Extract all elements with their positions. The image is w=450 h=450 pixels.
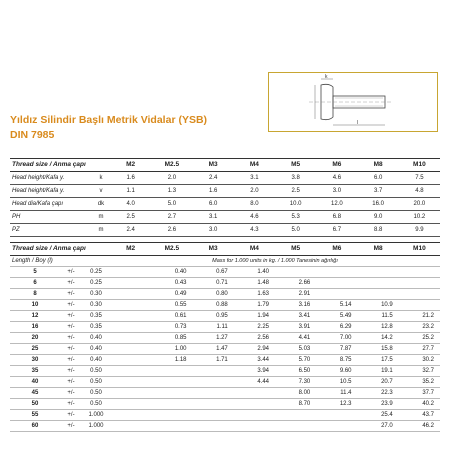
mass-row-tolerance: +/- bbox=[60, 344, 82, 355]
mass-cell: 1.79 bbox=[234, 300, 275, 311]
dimensions-size-header: M2.5 bbox=[151, 159, 192, 172]
mass-row bbox=[10, 267, 440, 278]
dimensions-row bbox=[10, 198, 440, 211]
mass-cell: 14.2 bbox=[358, 333, 399, 344]
mass-size-header: M6 bbox=[316, 243, 357, 256]
mass-cell: 3.41 bbox=[275, 311, 316, 322]
page-subtitle: DIN 7985 bbox=[10, 129, 55, 141]
mass-cell bbox=[234, 388, 275, 399]
dimensions-cell: 3.1 bbox=[234, 172, 275, 185]
mass-cell: 5.14 bbox=[316, 300, 357, 311]
drawing-label-k: k bbox=[325, 74, 328, 80]
mass-cell bbox=[110, 388, 151, 399]
mass-cell: 7.87 bbox=[316, 344, 357, 355]
mass-row-length: 45 bbox=[10, 388, 60, 399]
mass-row-tolerance: +/- bbox=[60, 421, 82, 432]
dimensions-cell: 2.7 bbox=[151, 211, 192, 224]
dimensions-cell: 2.4 bbox=[193, 172, 234, 185]
mass-row-tolerance: +/- bbox=[60, 322, 82, 333]
mass-cell: 1.40 bbox=[234, 267, 275, 278]
mass-size-header: M2.5 bbox=[151, 243, 192, 256]
mass-cell bbox=[399, 300, 440, 311]
mass-cell bbox=[316, 289, 357, 300]
dimensions-cell: 5.0 bbox=[275, 224, 316, 237]
dimensions-row-label: Head dia/Kafa çapı bbox=[10, 198, 92, 211]
mass-cell: 0.85 bbox=[151, 333, 192, 344]
mass-cell bbox=[193, 421, 234, 432]
mass-cell: 35.2 bbox=[399, 377, 440, 388]
dimensions-cell: 3.8 bbox=[275, 172, 316, 185]
mass-cell: 23.2 bbox=[399, 322, 440, 333]
mass-row bbox=[10, 355, 440, 366]
dimensions-cell: 4.3 bbox=[234, 224, 275, 237]
mass-cell: 0.95 bbox=[193, 311, 234, 322]
mass-cell bbox=[151, 377, 192, 388]
dimensions-row-symbol: m bbox=[92, 211, 110, 224]
mass-cell: 1.11 bbox=[193, 322, 234, 333]
mass-cell: 40.2 bbox=[399, 399, 440, 410]
mass-cell bbox=[193, 366, 234, 377]
mass-note: Mass for 1.000 units in kg. / 1.000 Tanesinin ağırlığı bbox=[110, 256, 440, 267]
dimensions-row-symbol: k bbox=[92, 172, 110, 185]
dimensions-cell: 20.0 bbox=[399, 198, 440, 211]
dimensions-row bbox=[10, 172, 440, 185]
dimensions-size-header: M4 bbox=[234, 159, 275, 172]
mass-row-length: 5 bbox=[10, 267, 60, 278]
dimensions-cell: 10.0 bbox=[275, 198, 316, 211]
mass-row bbox=[10, 421, 440, 432]
dimensions-cell: 12.0 bbox=[316, 198, 357, 211]
mass-row bbox=[10, 311, 440, 322]
mass-cell: 27.0 bbox=[358, 421, 399, 432]
mass-cell bbox=[110, 399, 151, 410]
mass-row bbox=[10, 289, 440, 300]
mass-cell: 4.44 bbox=[234, 377, 275, 388]
dimensions-size-header: M10 bbox=[399, 159, 440, 172]
dimensions-cell: 10.2 bbox=[399, 211, 440, 224]
mass-row bbox=[10, 278, 440, 289]
mass-cell: 0.88 bbox=[193, 300, 234, 311]
mass-cell bbox=[110, 289, 151, 300]
dimensions-cell: 3.0 bbox=[193, 224, 234, 237]
mass-row-length: 50 bbox=[10, 399, 60, 410]
mass-row-tolerance: +/- bbox=[60, 289, 82, 300]
mass-row-deviation: 0.25 bbox=[82, 278, 110, 289]
mass-row-deviation: 0.50 bbox=[82, 366, 110, 377]
dimensions-size-header: M5 bbox=[275, 159, 316, 172]
dimensions-cell: 6.8 bbox=[316, 211, 357, 224]
mass-cell: 1.18 bbox=[151, 355, 192, 366]
mass-row-tolerance: +/- bbox=[60, 267, 82, 278]
mass-cell bbox=[110, 421, 151, 432]
mass-row-tolerance: +/- bbox=[60, 278, 82, 289]
mass-size-header: M5 bbox=[275, 243, 316, 256]
dimensions-size-header: M6 bbox=[316, 159, 357, 172]
mass-cell bbox=[110, 267, 151, 278]
mass-cell: 46.2 bbox=[399, 421, 440, 432]
mass-row-deviation: 0.50 bbox=[82, 377, 110, 388]
mass-cell: 0.61 bbox=[151, 311, 192, 322]
mass-cell: 8.70 bbox=[275, 399, 316, 410]
dimensions-row-symbol: m bbox=[92, 224, 110, 237]
mass-row-tolerance: +/- bbox=[60, 410, 82, 421]
mass-cell: 11.5 bbox=[358, 311, 399, 322]
mass-cell: 15.8 bbox=[358, 344, 399, 355]
dimensions-cell: 16.0 bbox=[358, 198, 399, 211]
mass-cell: 1.94 bbox=[234, 311, 275, 322]
mass-cell bbox=[110, 333, 151, 344]
mass-row bbox=[10, 388, 440, 399]
dimensions-header-label: Thread size / Anma çapı bbox=[10, 159, 110, 172]
mass-cell: 3.94 bbox=[234, 366, 275, 377]
dimensions-cell: 9.0 bbox=[358, 211, 399, 224]
mass-cell: 9.60 bbox=[316, 366, 357, 377]
dimensions-cell: 6.0 bbox=[358, 172, 399, 185]
mass-cell: 0.80 bbox=[193, 289, 234, 300]
mass-row bbox=[10, 333, 440, 344]
mass-row-tolerance: +/- bbox=[60, 333, 82, 344]
mass-row-length: 35 bbox=[10, 366, 60, 377]
mass-row-tolerance: +/- bbox=[60, 366, 82, 377]
mass-cell bbox=[151, 399, 192, 410]
mass-cell bbox=[110, 311, 151, 322]
mass-header-row bbox=[10, 243, 440, 256]
dimensions-table bbox=[10, 158, 440, 237]
mass-cell: 12.3 bbox=[316, 399, 357, 410]
dimensions-row-label: Head height/Kafa y. bbox=[10, 185, 92, 198]
mass-cell bbox=[275, 410, 316, 421]
mass-row-length: 30 bbox=[10, 355, 60, 366]
mass-size-header: M2 bbox=[110, 243, 151, 256]
mass-row bbox=[10, 322, 440, 333]
dimensions-row bbox=[10, 224, 440, 237]
mass-row-tolerance: +/- bbox=[60, 311, 82, 322]
mass-cell bbox=[275, 421, 316, 432]
mass-cell: 6.50 bbox=[275, 366, 316, 377]
mass-cell: 0.55 bbox=[151, 300, 192, 311]
mass-row-deviation: 0.50 bbox=[82, 388, 110, 399]
mass-cell: 1.48 bbox=[234, 278, 275, 289]
mass-cell bbox=[110, 322, 151, 333]
dimensions-cell: 3.1 bbox=[193, 211, 234, 224]
mass-row-deviation: 0.30 bbox=[82, 300, 110, 311]
screw-technical-drawing bbox=[268, 72, 438, 132]
mass-cell: 3.91 bbox=[275, 322, 316, 333]
mass-cell bbox=[234, 421, 275, 432]
mass-cell bbox=[193, 410, 234, 421]
mass-cell: 6.29 bbox=[316, 322, 357, 333]
mass-cell bbox=[234, 399, 275, 410]
mass-cell bbox=[110, 344, 151, 355]
mass-cell: 0.43 bbox=[151, 278, 192, 289]
mass-row-length: 60 bbox=[10, 421, 60, 432]
mass-cell: 37.7 bbox=[399, 388, 440, 399]
mass-cell bbox=[151, 388, 192, 399]
mass-cell bbox=[110, 300, 151, 311]
mass-cell: 22.3 bbox=[358, 388, 399, 399]
dimensions-cell: 6.7 bbox=[316, 224, 357, 237]
mass-row-deviation: 0.30 bbox=[82, 289, 110, 300]
mass-row-length: 8 bbox=[10, 289, 60, 300]
mass-cell bbox=[316, 278, 357, 289]
dimensions-cell: 1.6 bbox=[110, 172, 151, 185]
dimensions-cell: 3.0 bbox=[316, 185, 357, 198]
mass-row-length: 40 bbox=[10, 377, 60, 388]
mass-size-header: M10 bbox=[399, 243, 440, 256]
mass-row-deviation: 0.40 bbox=[82, 333, 110, 344]
mass-cell: 43.7 bbox=[399, 410, 440, 421]
mass-cell: 21.2 bbox=[399, 311, 440, 322]
mass-cell: 1.71 bbox=[193, 355, 234, 366]
mass-cell: 10.5 bbox=[316, 377, 357, 388]
mass-cell: 7.30 bbox=[275, 377, 316, 388]
dimensions-cell: 2.5 bbox=[110, 211, 151, 224]
mass-size-header: M3 bbox=[193, 243, 234, 256]
mass-row bbox=[10, 410, 440, 421]
mass-size-header: M4 bbox=[234, 243, 275, 256]
mass-cell: 25.2 bbox=[399, 333, 440, 344]
mass-row-deviation: 0.35 bbox=[82, 322, 110, 333]
drawing-label-l: l bbox=[357, 120, 359, 126]
mass-cell: 0.40 bbox=[151, 267, 192, 278]
mass-row bbox=[10, 399, 440, 410]
mass-row bbox=[10, 377, 440, 388]
mass-cell: 3.16 bbox=[275, 300, 316, 311]
dimensions-size-header: M2 bbox=[110, 159, 151, 172]
mass-cell: 25.4 bbox=[358, 410, 399, 421]
dimensions-cell: 4.0 bbox=[110, 198, 151, 211]
mass-cell bbox=[151, 366, 192, 377]
mass-cell bbox=[358, 267, 399, 278]
mass-cell: 1.63 bbox=[234, 289, 275, 300]
mass-row-length: 16 bbox=[10, 322, 60, 333]
mass-row-length: 20 bbox=[10, 333, 60, 344]
mass-cell: 0.71 bbox=[193, 278, 234, 289]
dimensions-row-label: PZ bbox=[10, 224, 92, 237]
mass-cell: 0.49 bbox=[151, 289, 192, 300]
mass-cell bbox=[358, 289, 399, 300]
mass-cell bbox=[234, 410, 275, 421]
mass-cell bbox=[316, 410, 357, 421]
dimensions-header-row bbox=[10, 159, 440, 172]
mass-cell: 2.66 bbox=[275, 278, 316, 289]
dimensions-cell: 2.0 bbox=[234, 185, 275, 198]
mass-cell: 19.1 bbox=[358, 366, 399, 377]
mass-cell bbox=[193, 388, 234, 399]
mass-row-tolerance: +/- bbox=[60, 399, 82, 410]
dimensions-cell: 8.8 bbox=[358, 224, 399, 237]
mass-cell: 5.03 bbox=[275, 344, 316, 355]
mass-cell: 17.5 bbox=[358, 355, 399, 366]
dimensions-cell: 2.6 bbox=[151, 224, 192, 237]
mass-cell: 8.00 bbox=[275, 388, 316, 399]
mass-cell: 23.9 bbox=[358, 399, 399, 410]
dimensions-size-header: M8 bbox=[358, 159, 399, 172]
mass-row bbox=[10, 366, 440, 377]
length-sub-label: Length / Boy (l) bbox=[10, 256, 110, 267]
dimensions-cell: 1.6 bbox=[193, 185, 234, 198]
mass-row-length: 12 bbox=[10, 311, 60, 322]
dimensions-row bbox=[10, 211, 440, 224]
dimensions-row-symbol: v bbox=[92, 185, 110, 198]
mass-row-deviation: 0.35 bbox=[82, 311, 110, 322]
mass-row bbox=[10, 300, 440, 311]
mass-cell: 1.27 bbox=[193, 333, 234, 344]
mass-size-header: M8 bbox=[358, 243, 399, 256]
dimensions-cell: 6.0 bbox=[193, 198, 234, 211]
mass-row-deviation: 1.000 bbox=[82, 410, 110, 421]
mass-cell: 1.00 bbox=[151, 344, 192, 355]
mass-cell bbox=[193, 399, 234, 410]
mass-header-label: Thread size / Anma çapı bbox=[10, 243, 110, 256]
dimensions-cell: 4.6 bbox=[234, 211, 275, 224]
dimensions-cell: 5.3 bbox=[275, 211, 316, 224]
mass-row bbox=[10, 344, 440, 355]
mass-row-length: 10 bbox=[10, 300, 60, 311]
mass-row-deviation: 0.40 bbox=[82, 344, 110, 355]
mass-cell: 2.94 bbox=[234, 344, 275, 355]
mass-cell: 11.4 bbox=[316, 388, 357, 399]
mass-cell: 10.9 bbox=[358, 300, 399, 311]
mass-cell: 0.67 bbox=[193, 267, 234, 278]
mass-cell bbox=[358, 278, 399, 289]
mass-row-length: 6 bbox=[10, 278, 60, 289]
mass-cell bbox=[110, 377, 151, 388]
page-title: Yıldız Silindir Başlı Metrik Vidalar (YSB) bbox=[10, 114, 208, 126]
dimensions-row-label: PH bbox=[10, 211, 92, 224]
dimensions-cell: 5.0 bbox=[151, 198, 192, 211]
mass-cell: 7.00 bbox=[316, 333, 357, 344]
mass-cell: 20.7 bbox=[358, 377, 399, 388]
mass-cell bbox=[110, 355, 151, 366]
mass-cell bbox=[151, 410, 192, 421]
mass-subheader-row bbox=[10, 256, 440, 267]
mass-cell: 30.2 bbox=[399, 355, 440, 366]
mass-row-deviation: 0.40 bbox=[82, 355, 110, 366]
mass-cell bbox=[151, 421, 192, 432]
dimensions-cell: 2.0 bbox=[151, 172, 192, 185]
mass-cell: 12.8 bbox=[358, 322, 399, 333]
dimensions-cell: 3.7 bbox=[358, 185, 399, 198]
mass-cell: 5.49 bbox=[316, 311, 357, 322]
mass-cell bbox=[110, 278, 151, 289]
dimensions-cell: 7.5 bbox=[399, 172, 440, 185]
mass-row-tolerance: +/- bbox=[60, 300, 82, 311]
dimensions-cell: 2.5 bbox=[275, 185, 316, 198]
mass-cell: 27.7 bbox=[399, 344, 440, 355]
dimensions-cell: 1.1 bbox=[110, 185, 151, 198]
mass-cell bbox=[275, 267, 316, 278]
mass-cell: 32.7 bbox=[399, 366, 440, 377]
dimensions-cell: 9.9 bbox=[399, 224, 440, 237]
dimensions-cell: 2.4 bbox=[110, 224, 151, 237]
mass-cell bbox=[399, 267, 440, 278]
mass-cell: 8.75 bbox=[316, 355, 357, 366]
dimensions-cell: 4.8 bbox=[399, 185, 440, 198]
dimensions-cell: 8.0 bbox=[234, 198, 275, 211]
mass-cell bbox=[399, 278, 440, 289]
mass-cell bbox=[110, 410, 151, 421]
mass-cell: 0.73 bbox=[151, 322, 192, 333]
mass-row-length: 55 bbox=[10, 410, 60, 421]
mass-cell: 1.47 bbox=[193, 344, 234, 355]
mass-row-tolerance: +/- bbox=[60, 355, 82, 366]
dimensions-cell: 1.3 bbox=[151, 185, 192, 198]
mass-cell: 3.44 bbox=[234, 355, 275, 366]
mass-row-tolerance: +/- bbox=[60, 377, 82, 388]
mass-cell: 2.25 bbox=[234, 322, 275, 333]
mass-cell bbox=[193, 377, 234, 388]
mass-cell: 5.70 bbox=[275, 355, 316, 366]
dimensions-size-header: M3 bbox=[193, 159, 234, 172]
dimensions-row-label: Head height/Kafa y. bbox=[10, 172, 92, 185]
mass-cell bbox=[316, 421, 357, 432]
mass-row-deviation: 0.50 bbox=[82, 399, 110, 410]
dimensions-row-symbol: dk bbox=[92, 198, 110, 211]
mass-row-length: 25 bbox=[10, 344, 60, 355]
mass-cell bbox=[110, 366, 151, 377]
mass-cell: 2.56 bbox=[234, 333, 275, 344]
mass-cell: 4.41 bbox=[275, 333, 316, 344]
screw-drawing-svg bbox=[269, 73, 437, 131]
mass-cell bbox=[316, 267, 357, 278]
dimensions-row bbox=[10, 185, 440, 198]
mass-cell bbox=[399, 289, 440, 300]
mass-cell: 2.91 bbox=[275, 289, 316, 300]
mass-table bbox=[10, 242, 440, 432]
mass-row-tolerance: +/- bbox=[60, 388, 82, 399]
dimensions-cell: 4.6 bbox=[316, 172, 357, 185]
mass-row-deviation: 1.000 bbox=[82, 421, 110, 432]
mass-row-deviation: 0.25 bbox=[82, 267, 110, 278]
